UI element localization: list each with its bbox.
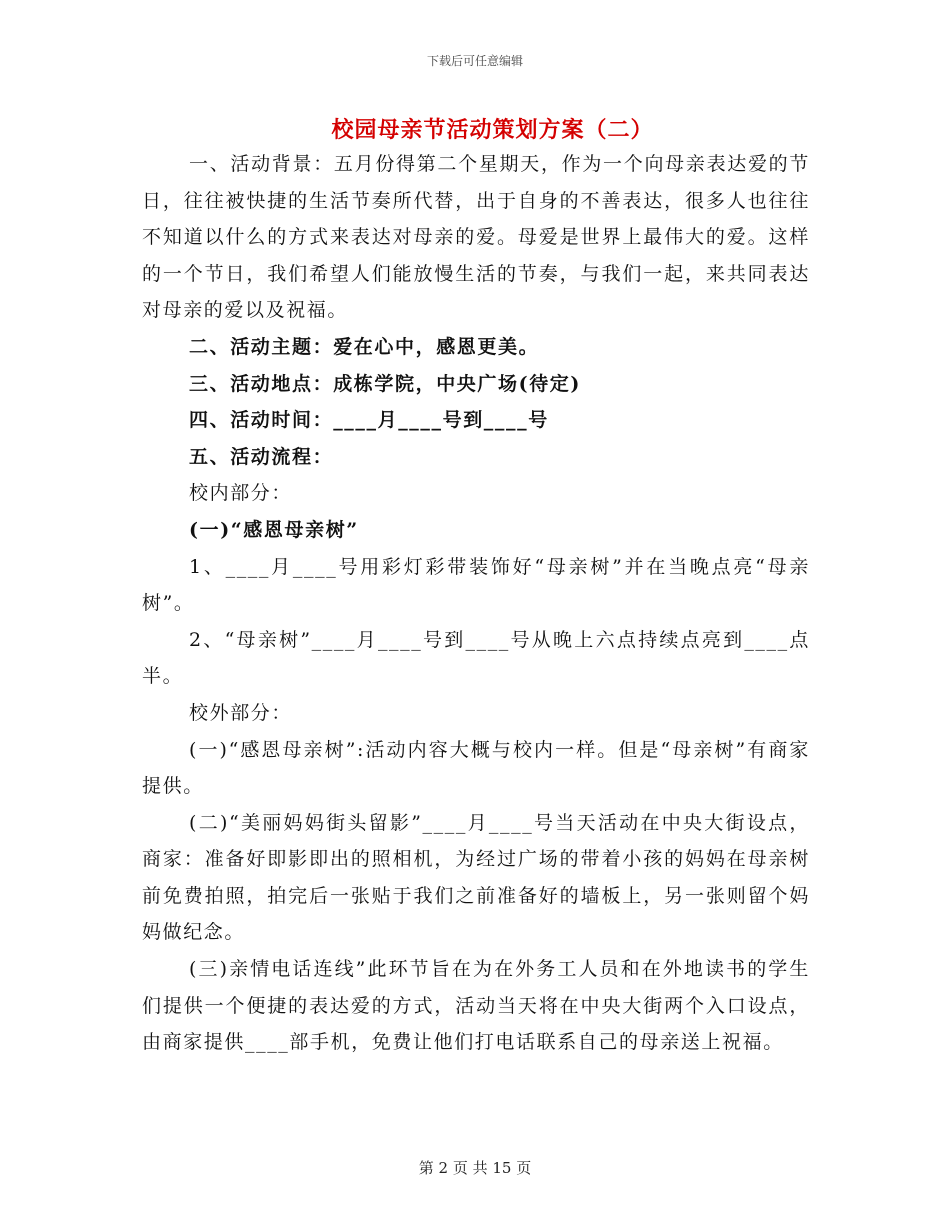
paragraph-time: 四、活动时间：____月____号到____号 — [189, 409, 549, 432]
paragraph-background: 一、活动背景：五月份得第二个星期天，作为一个向母亲表达爱的节日，往往被快捷的生活节奏所代替，出于自身的不善表达，很多人也往往不知道以什么的方式来表达对母亲的爱。母爱是世界上最伟大的爱。这样的一个节日，我们希望人们能放慢生活的节奏，与我们一起，来共同表达对母亲的爱以及祝福。 — [142, 153, 810, 322]
paragraph-off-campus-heading: 校外部分： — [189, 701, 293, 724]
paragraph-process-heading: 五、活动流程： — [189, 445, 334, 468]
paragraph-off-campus-3: (三)亲情电话连线”此环节旨在为在外务工人员和在外地读书的学生们提供一个便捷的表达爱的方式，活动当天将在中央大街两个入口设点，由商家提供____部手机，免费让他们打电话联系自己的母亲送上祝福。 — [142, 958, 810, 1054]
paragraph-location: 三、活动地点：成栋学院，中央广场(待定) — [189, 372, 581, 395]
page-header: 下载后可任意编辑 — [426, 54, 523, 68]
paragraph-item-2: 2、“母亲树”____月____号到____号从晚上六点持续点亮到____点半。 — [142, 628, 810, 688]
paragraph-off-campus-1: (一)“感恩母亲树”:活动内容大概与校内一样。但是“母亲树”有商家提供。 — [142, 738, 810, 798]
document-body — [142, 146, 810, 1061]
page-footer: 第 2 页 共 15 页 — [418, 1159, 532, 1177]
paragraph-gratitude-tree-heading: (一)“感恩母亲树” — [189, 518, 359, 541]
paragraph-off-campus-2: (二)“美丽妈妈街头留影”____月____号当天活动在中央大街设点，商家：准备好即影即出的照相机，为经过广场的带着小孩的妈妈在母亲树前免费拍照，拍完后一张贴于我们之前准备好的墙板上，另一张则留个妈妈做纪念。 — [142, 811, 810, 944]
document-title: 校园母亲节活动策划方案（二） — [331, 117, 654, 143]
paragraph-on-campus-heading: 校内部分： — [189, 482, 293, 505]
paragraph-theme: 二、活动主题：爱在心中，感恩更美。 — [189, 335, 540, 358]
paragraph-item-1: 1、____月____号用彩灯彩带装饰好“母亲树”并在当晚点亮“母亲树”。 — [142, 555, 810, 615]
